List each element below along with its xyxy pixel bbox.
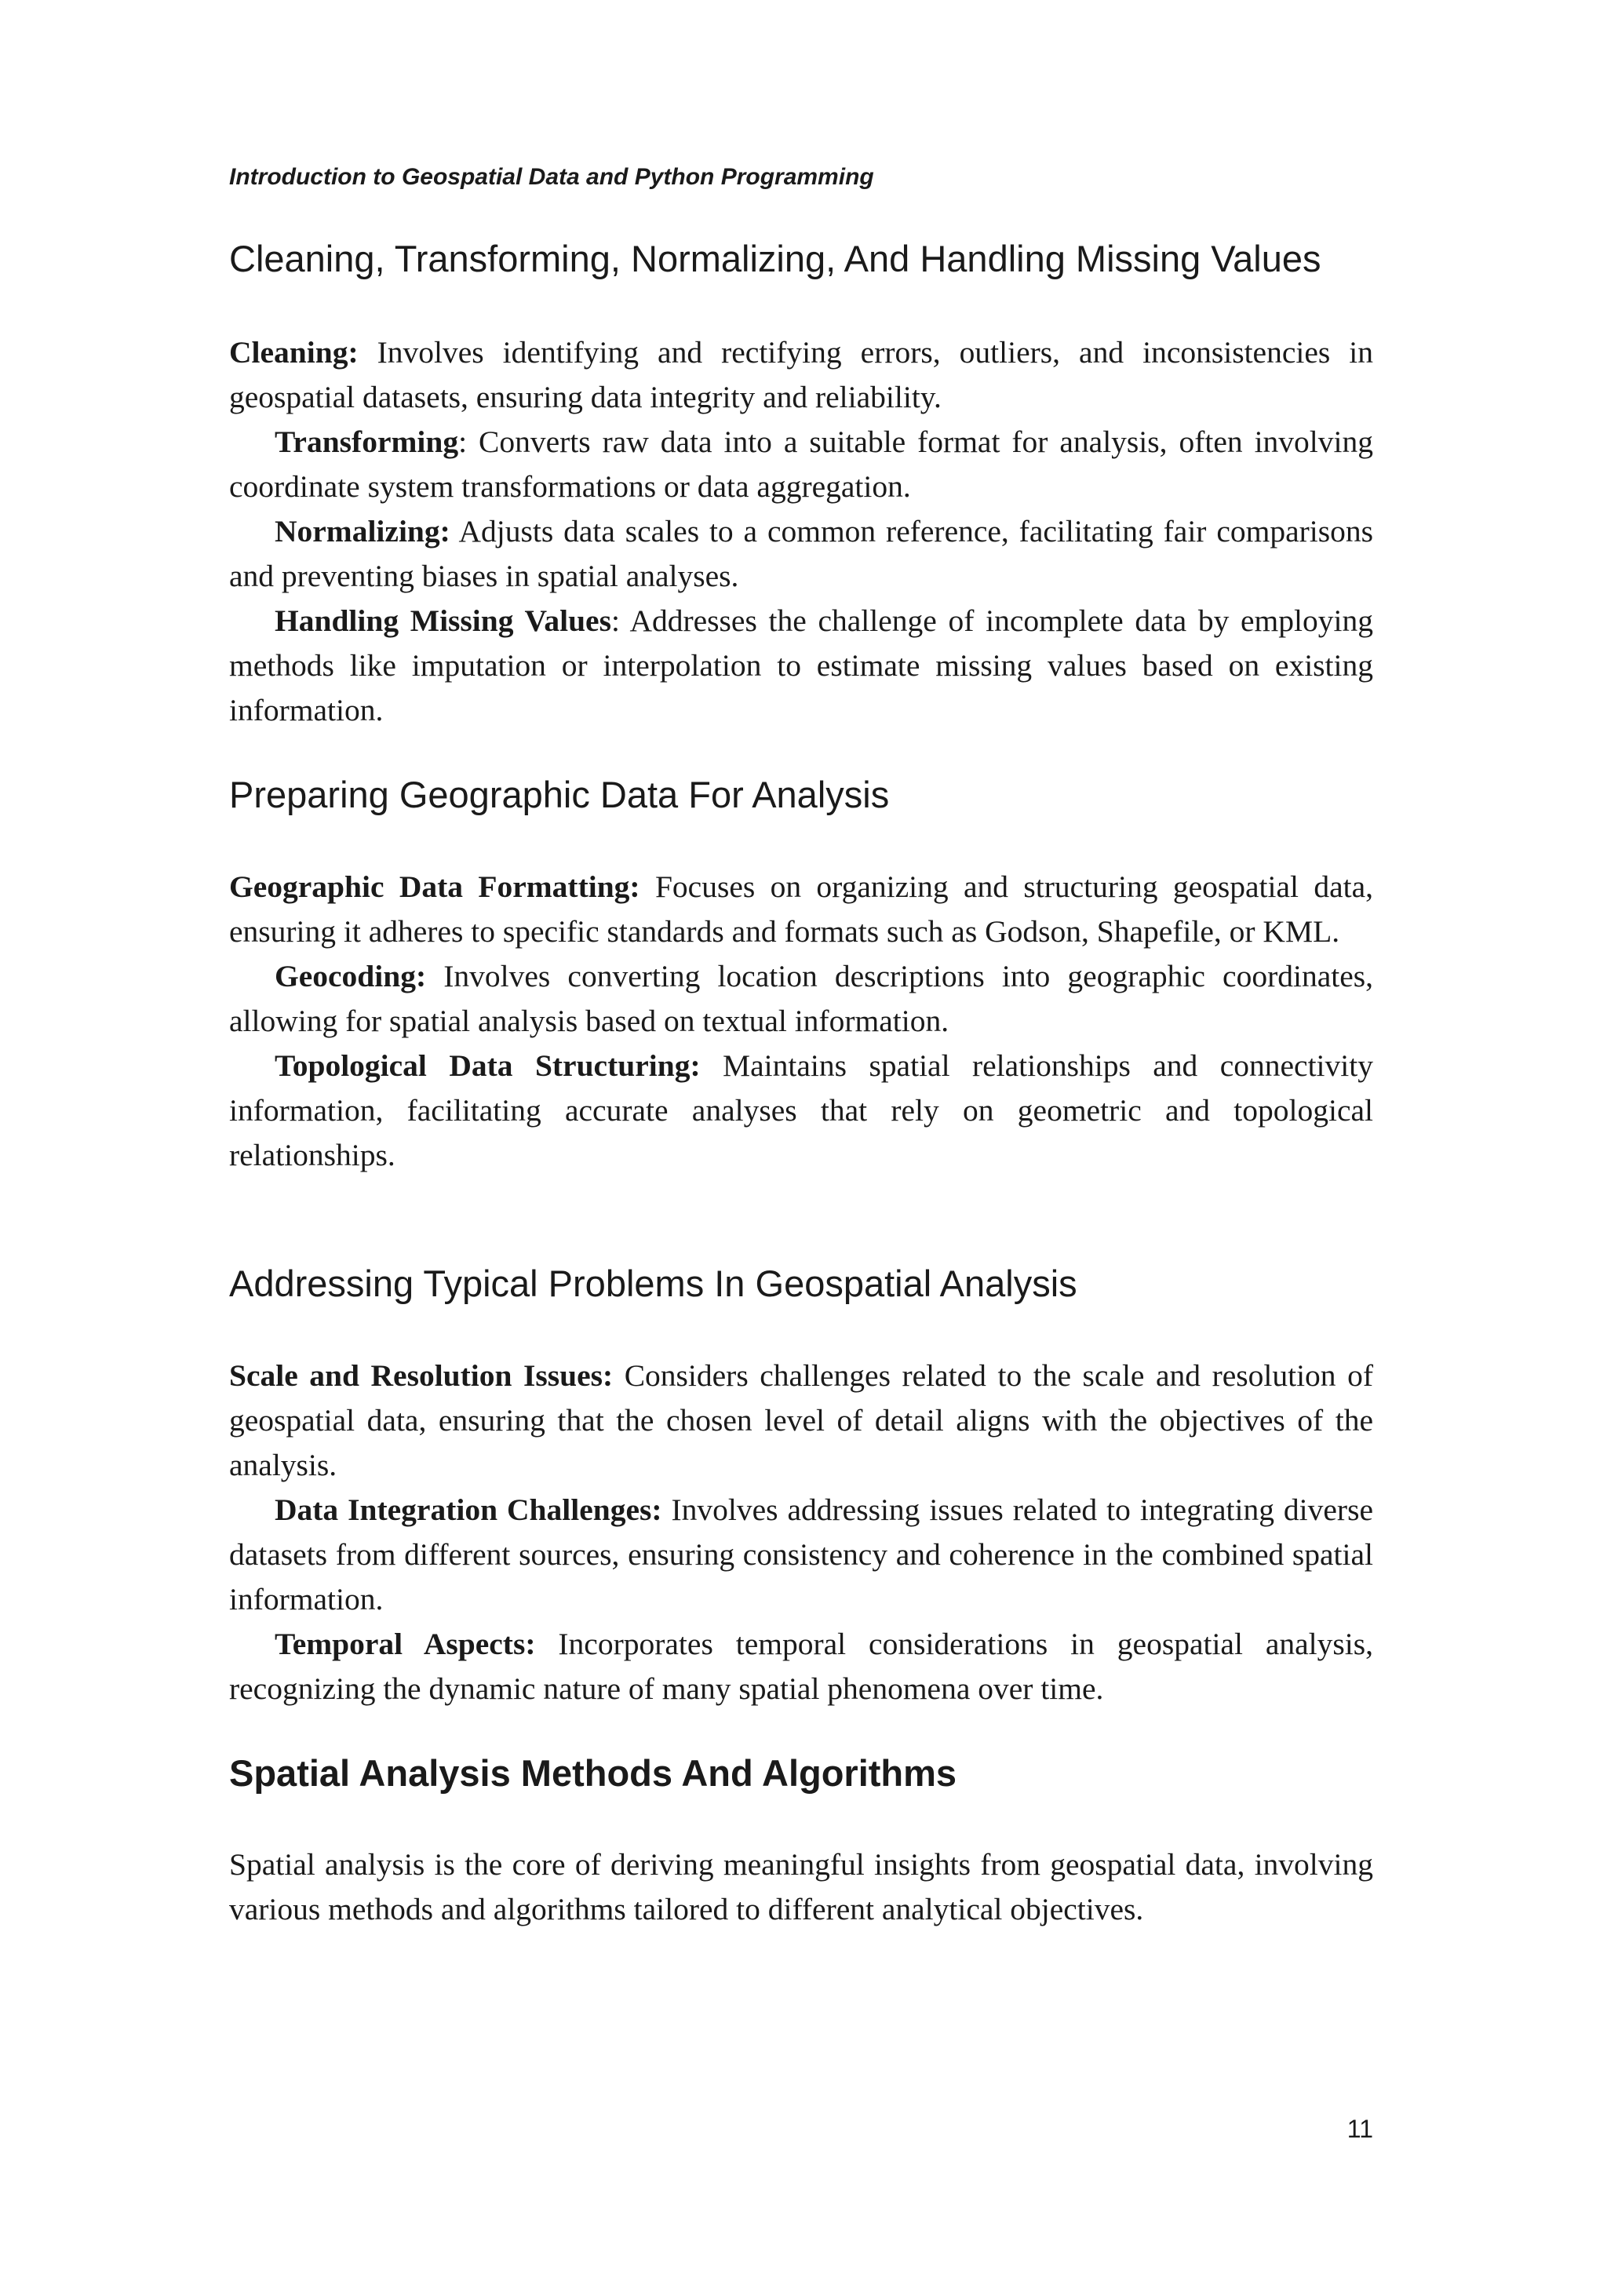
paragraph-temporal-aspects: [229, 1622, 1373, 1711]
page-number: 11: [1346, 2115, 1373, 2143]
paragraph-scale-and-resolution: [229, 1354, 1373, 1488]
term-geographic-data-formatting: Geographic Data Formatting:: [229, 869, 640, 904]
term-topological-data-structuring: Topological Data Structuring:: [275, 1048, 701, 1083]
section-heading-addressing: Addressing Typical Problems In Geospatial Analysis: [229, 1263, 1077, 1304]
section-body-spatial-analysis: [229, 1842, 1373, 1932]
definition-geocoding: Involves converting location descriptions into geographic coordinates, allowing for spatial analysis based on textual information.: [229, 959, 1373, 1038]
section-heading-preparing: Preparing Geographic Data For Analysis: [229, 774, 890, 815]
term-geocoding: Geocoding:: [275, 959, 427, 993]
definition-transforming: : Converts raw data into a suitable format for analysis, often involving coordinate system transformations or data aggregation.: [229, 425, 1373, 504]
definition-geographic-data-formatting: Focuses on organizing and structuring geospatial data, ensuring it adheres to specific standards and formats such as Godson, Shapefile, or KML.: [229, 869, 1373, 949]
term-normalizing: Normalizing:: [275, 514, 450, 548]
term-data-integration: Data Integration Challenges:: [275, 1492, 662, 1527]
section-body-addressing: [229, 1354, 1373, 1711]
term-cleaning: Cleaning:: [229, 335, 359, 370]
term-temporal-aspects: Temporal Aspects:: [275, 1627, 536, 1661]
term-transforming: Transforming: [275, 425, 459, 459]
definition-data-integration: Involves addressing issues related to integrating diverse datasets from different sources, ensuring consistency and coherence in the combined spatial information.: [229, 1492, 1373, 1616]
term-scale-and-resolution: Scale and Resolution Issues:: [229, 1358, 614, 1393]
section-heading-cleaning: Cleaning, Transforming, Normalizing, And Handling Missing Values: [229, 238, 1321, 279]
paragraph-data-integration: [229, 1488, 1373, 1622]
definition-topological-data-structuring: Maintains spatial relationships and connectivity information, facilitating accurate analyses that rely on geometric and topological relationships.: [229, 1048, 1373, 1172]
definition-cleaning: Involves identifying and rectifying errors, outliers, and inconsistencies in geospatial datasets, ensuring data integrity and reliability.: [229, 335, 1373, 414]
paragraph-handling-missing-values: [229, 599, 1373, 733]
definition-temporal-aspects: Incorporates temporal considerations in geospatial analysis, recognizing the dynamic nature of many spatial phenomena over time.: [229, 1627, 1373, 1706]
section-body-preparing: [229, 865, 1373, 1178]
paragraph-geographic-data-formatting: [229, 865, 1373, 954]
paragraph-transforming: [229, 420, 1373, 509]
section-heading-spatial-analysis: Spatial Analysis Methods And Algorithms: [229, 1752, 957, 1794]
paragraph-geocoding: [229, 954, 1373, 1044]
definition-handling-missing-values: : Addresses the challenge of incomplete data by employing methods like imputation or interpolation to estimate missing values based on existing information.: [229, 603, 1373, 727]
paragraph-normalizing: [229, 509, 1373, 599]
paragraph-topological-data-structuring: [229, 1044, 1373, 1178]
paragraph-cleaning: [229, 330, 1373, 420]
section-body-cleaning: [229, 330, 1373, 733]
running-head: Introduction to Geospatial Data and Python Programming: [229, 164, 874, 190]
paragraph-spatial-analysis-intro: Spatial analysis is the core of deriving meaningful insights from geospatial data, involving various methods and algorithms tailored to different analytical objectives.: [229, 1847, 1373, 1926]
book-page: [229, 0, 1373, 2296]
term-handling-missing-values: Handling Missing Values: [275, 603, 611, 638]
definition-normalizing: Adjusts data scales to a common reference, facilitating fair comparisons and preventing biases in spatial analyses.: [229, 514, 1373, 593]
definition-scale-and-resolution: Considers challenges related to the scale and resolution of geospatial data, ensuring that the chosen level of detail aligns with the objectives of the analysis.: [229, 1358, 1373, 1482]
